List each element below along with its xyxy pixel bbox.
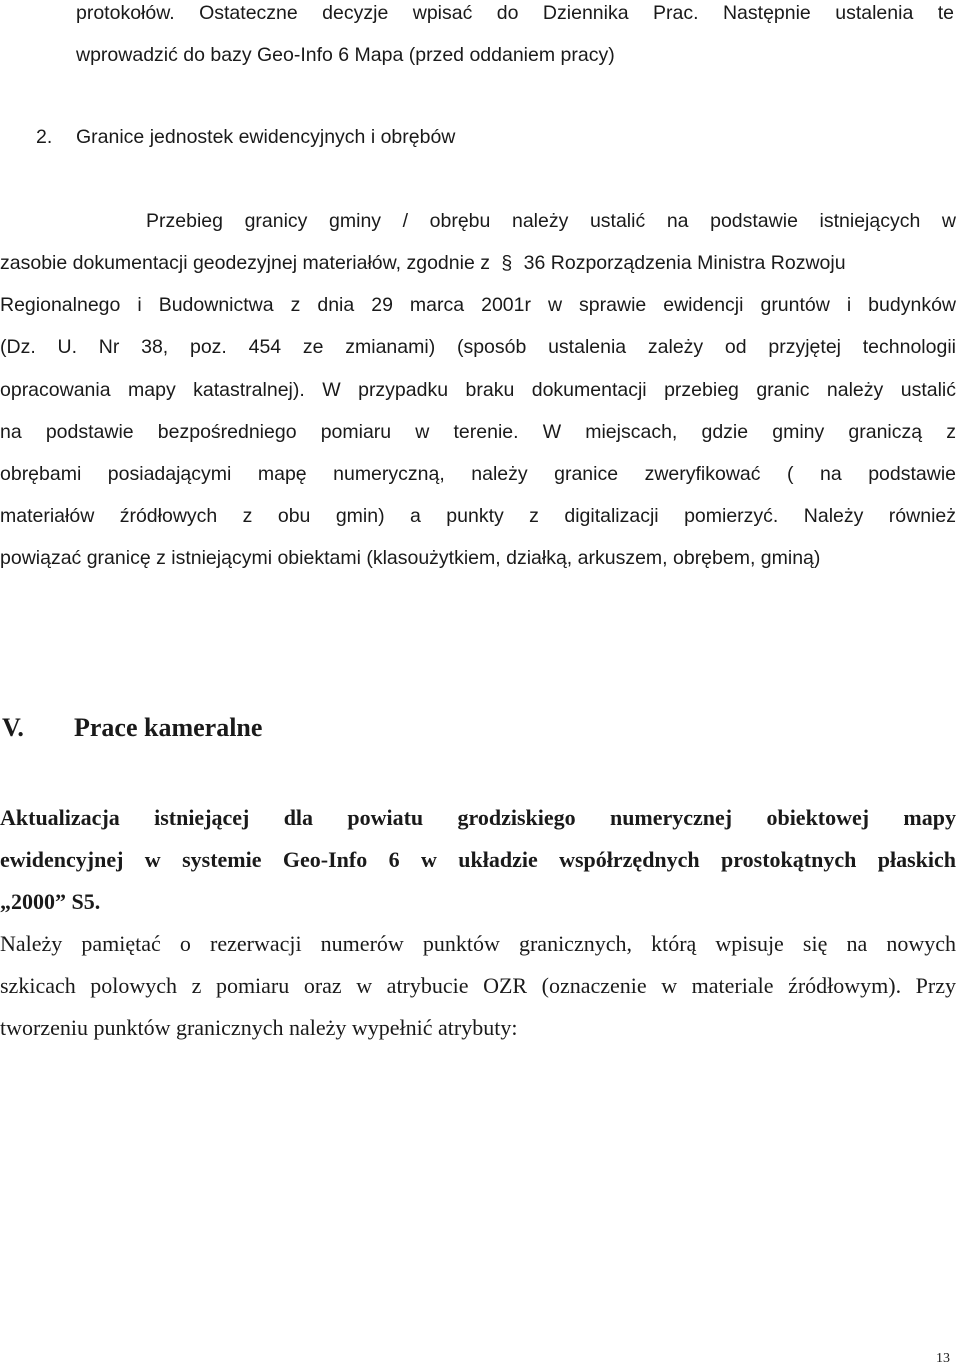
bold-paragraph-line: „2000” S5. [0, 889, 101, 914]
paragraph-line: tworzeniu punktów granicznych należy wypełnić atrybuty: [0, 1015, 518, 1040]
paragraph-line: na podstawie bezpośredniego pomiaru w terenie. W miejscach, gdzie gminy graniczą z [0, 421, 956, 443]
paragraph-line: powiązać granicę z istniejącymi obiektami (klasoużytkiem, działką, arkuszem, obrębem, gminą) [0, 547, 821, 569]
paragraph-text: 36 Rozporządzenia Ministra Rozwoju [523, 252, 846, 274]
section-sign: § [501, 252, 513, 274]
section-number: 2. [36, 126, 53, 148]
paragraph-line: protokołów. Ostateczne decyzje wpisać do Dziennika Prac. Następnie ustalenia te [76, 2, 954, 24]
page-number: 13 [936, 1351, 950, 1366]
section-title: Granice jednostek ewidencyjnych i obrębów [76, 126, 456, 148]
paragraph-line: Regionalnego i Budownictwa z dnia 29 marca 2001r w sprawie ewidencji gruntów i budynków [0, 294, 956, 316]
paragraph-line [0, 254, 846, 274]
paragraph-line: wprowadzić do bazy Geo-Info 6 Mapa (przed oddaniem pracy) [76, 44, 615, 66]
paragraph-line: materiałów źródłowych z obu gmin) a punkty z digitalizacji pomierzyć. Należy również [0, 505, 956, 527]
bold-paragraph-line: ewidencyjnej w systemie Geo-Info 6 w układzie współrzędnych prostokątnych płaskich [0, 847, 956, 872]
paragraph-line: obrębami posiadającymi mapę numeryczną, należy granice zweryfikować ( na podstawie [0, 463, 956, 485]
paragraph-line: szkicach polowych z pomiaru oraz w atrybucie OZR (oznaczenie w materiale źródłowym). Przy [0, 973, 956, 998]
section-number: V. [2, 713, 24, 742]
paragraph-text: zasobie dokumentacji geodezyjnej materiałów, zgodnie z [0, 252, 490, 274]
paragraph-line: Należy pamiętać o rezerwacji numerów punktów granicznych, którą wpisuje się na nowych [0, 931, 956, 956]
paragraph-line: opracowania mapy katastralnej). W przypadku braku dokumentacji przebieg granic należy ustalić [0, 379, 956, 401]
section-title: Prace kameralne [74, 713, 263, 742]
bold-paragraph-line: Aktualizacja istniejącej dla powiatu grodziskiego numerycznej obiektowej mapy [0, 805, 956, 830]
paragraph-line: (Dz. U. Nr 38, poz. 454 ze zmianami) (sposób ustalenia zależy od przyjętej technologii [0, 336, 956, 358]
paragraph-line: Przebieg granicy gminy / obrębu należy ustalić na podstawie istniejących w [146, 210, 956, 232]
